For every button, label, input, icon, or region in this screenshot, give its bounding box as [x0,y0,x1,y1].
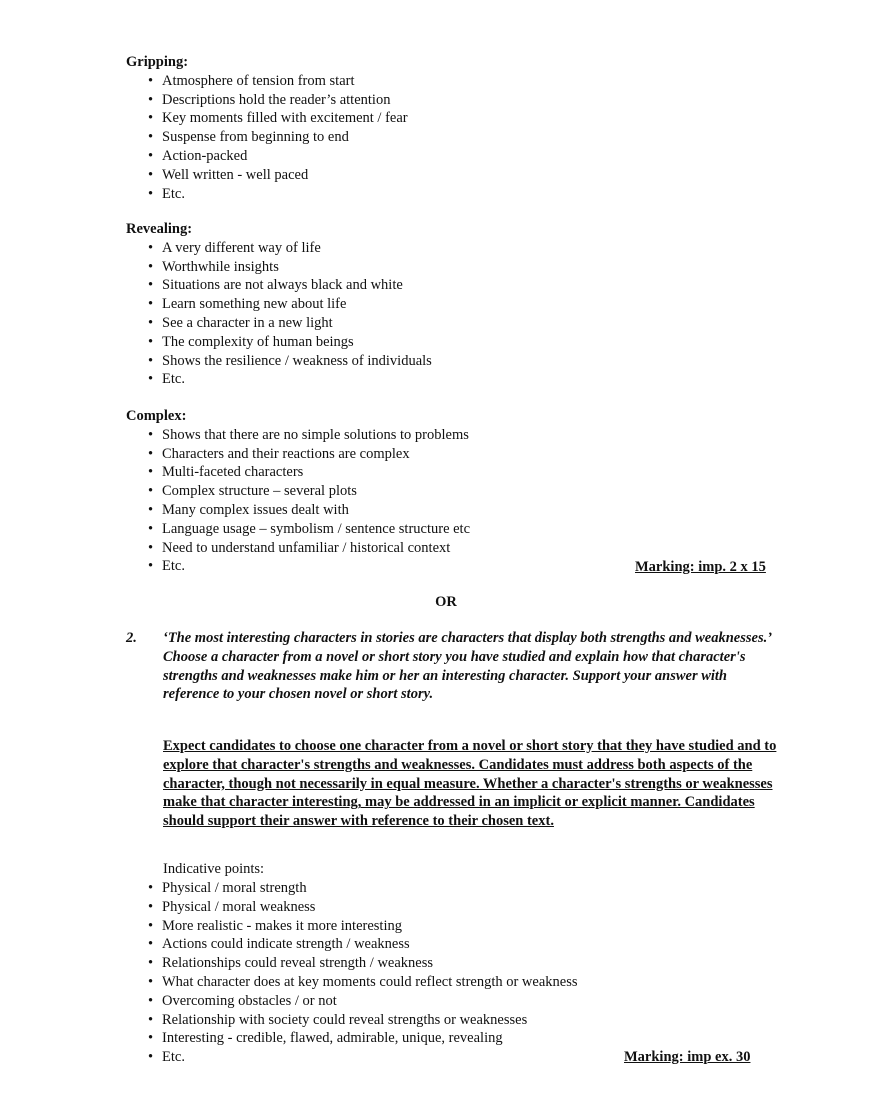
bullet-list [126,239,786,389]
list-item: • Descriptions hold the reader’s attention [148,91,786,110]
question-text [163,629,778,704]
list-item: • Etc. [148,1048,788,1067]
marking-scheme: Marking: imp ex. 30 [624,1049,751,1065]
list-item: • Many complex issues dealt with [148,501,786,520]
bullet-list [148,879,788,1067]
examiner-expectation: Expect candidates to choose one character from a novel or short story that they have studied and to explore that character's strengths and weaknesses. Candidates must address both aspects of the character, though not necessarily in equal measure. Whether a character's strengths or weaknesses make that character interesting, may be addressed in an implicit or explicit manner. Candidates should support their answer with reference to their chosen text. [163,738,777,830]
list-item: • Worthwhile insights [148,258,786,277]
list-item: • Physical / moral strength [148,879,788,898]
list-item: • Relationship with society could reveal strengths or weaknesses [148,1011,788,1030]
section-revealing [126,220,786,389]
list-item: • More realistic - makes it more interesting [148,917,788,936]
question-number: 2. [126,630,137,646]
list-item: • Need to understand unfamiliar / historical context [148,539,786,558]
list-item: • Actions could indicate strength / weakness [148,935,788,954]
list-item: • Physical / moral weakness [148,898,788,917]
list-item: • Shows that there are no simple solutions to problems [148,426,786,445]
section-heading: Gripping: [126,54,189,70]
list-item: • Well written - well paced [148,166,786,185]
list-item: • Complex structure – several plots [148,482,786,501]
list-item: • Shows the resilience / weakness of individuals [148,352,786,371]
marking-scheme: Marking: imp. 2 x 15 [635,559,766,575]
list-item: • See a character in a new light [148,314,786,333]
list-item: • Interesting - credible, flawed, admirable, unique, revealing [148,1029,788,1048]
list-item: • Etc. [148,370,786,389]
list-item: • Multi-faceted characters [148,463,786,482]
section-heading: Complex: [126,408,187,424]
list-item: • Overcoming obstacles / or not [148,992,788,1011]
list-item: • Etc. [148,185,786,204]
bullet-list [126,72,786,204]
list-item: • Suspense from beginning to end [148,128,786,147]
list-item: • A very different way of life [148,239,786,258]
indicative-points-label: Indicative points: [163,861,265,877]
list-item: • Situations are not always black and white [148,276,786,295]
list-item: • What character does at key moments could reflect strength or weakness [148,973,788,992]
list-item: • Action-packed [148,147,786,166]
section-complex [126,407,786,576]
question-instruction: Choose a character from a novel or short story you have studied and explain how that character's strengths and weaknesses make him or her an interesting character. Support your answer with reference to your chosen novel or short story. [163,648,746,703]
indicative-points [148,879,788,1067]
list-item: • The complexity of human beings [148,333,786,352]
question-quote: ‘The most interesting characters in stories are characters that display both strengths and weaknesses.’ [163,630,773,646]
section-heading: Revealing: [126,221,193,237]
list-item: • Relationships could reveal strength / weakness [148,954,788,973]
list-item: • Characters and their reactions are complex [148,445,786,464]
list-item: • Learn something new about life [148,295,786,314]
list-item: • Language usage – symbolism / sentence structure etc [148,520,786,539]
section-gripping [126,53,786,203]
or-separator: OR [435,594,457,610]
list-item: • Atmosphere of tension from start [148,72,786,91]
bullet-list [126,426,786,576]
list-item: • Key moments filled with excitement / fear [148,109,786,128]
list-item: • Etc. [148,557,786,576]
